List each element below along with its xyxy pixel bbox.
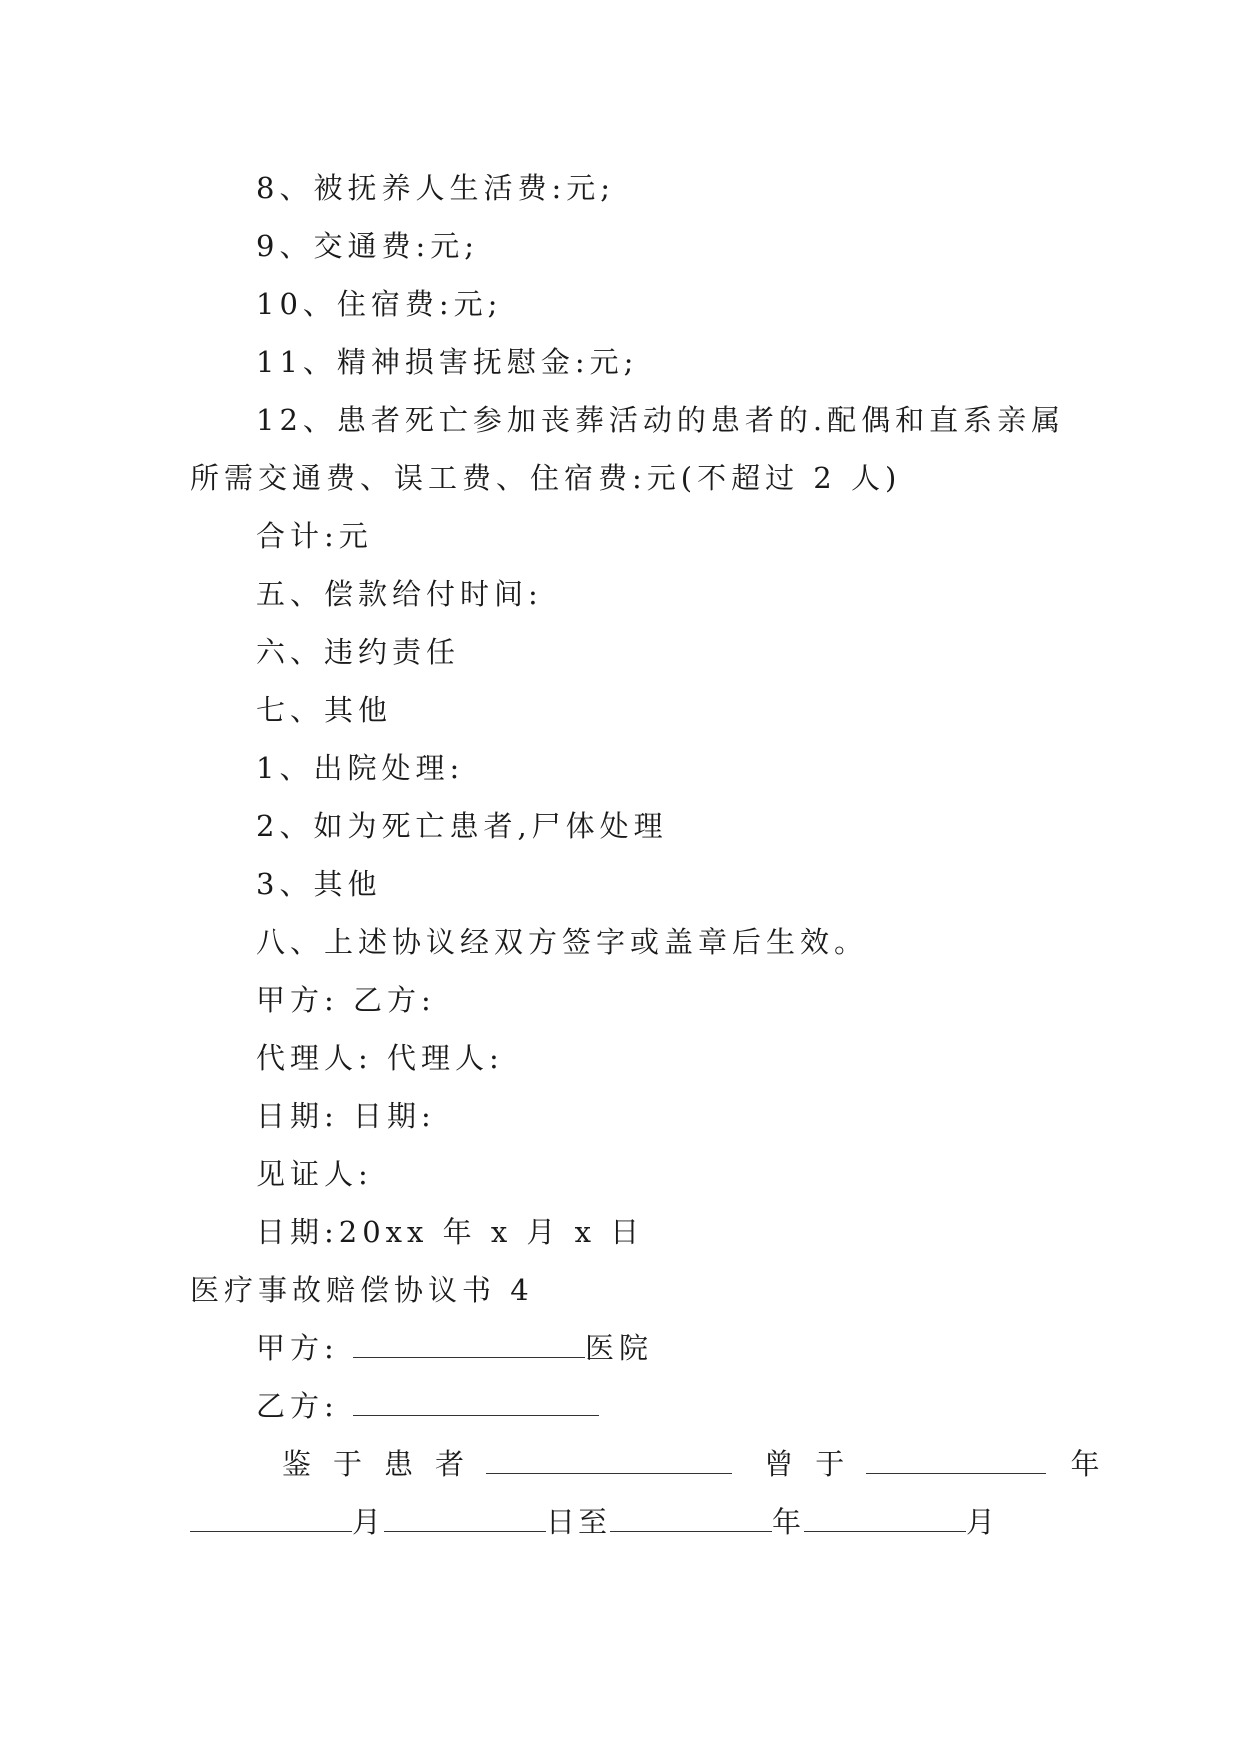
day-blank-1 — [384, 1505, 546, 1532]
item-9: 9、交通费:元; — [256, 229, 479, 263]
total-line: 合计:元 — [256, 519, 373, 553]
item-11: 11、精神损害抚慰金:元; — [256, 345, 639, 379]
party-a-blank — [353, 1331, 585, 1358]
item-12-line1: 12、患者死亡参加丧葬活动的患者的.配偶和直系亲属 — [256, 403, 1066, 437]
once-label: 曾于 — [764, 1447, 867, 1481]
sub-item-2: 2、如为死亡患者,尸体处理 — [256, 809, 668, 843]
parties-line: 甲方: 乙方: — [256, 983, 436, 1017]
item-8: 8、被抚养人生活费:元; — [256, 171, 615, 205]
whereas-label: 鉴于患者 — [282, 1447, 487, 1481]
party-a-label: 甲方: — [256, 1331, 339, 1365]
month-blank-1 — [190, 1505, 352, 1532]
whereas-line-2 — [190, 1502, 998, 1542]
agents-line: 代理人: 代理人: — [256, 1041, 504, 1075]
dates-line: 日期: 日期: — [256, 1099, 436, 1133]
party-b-label: 乙方: — [256, 1389, 339, 1423]
section-7: 七、其他 — [256, 693, 393, 727]
party-a-suffix: 医院 — [585, 1331, 654, 1365]
patient-name-blank — [486, 1447, 732, 1474]
sub-item-3: 3、其他 — [256, 867, 382, 901]
agreement-title-4: 医疗事故赔偿协议书 4 — [190, 1273, 534, 1307]
party-b-blank — [353, 1389, 599, 1416]
year-blank-2 — [610, 1505, 772, 1532]
item-10: 10、住宿费:元; — [256, 287, 503, 321]
sub-item-1: 1、出院处理: — [256, 751, 465, 785]
year-blank-1 — [866, 1447, 1046, 1474]
section-5: 五、偿款给付时间: — [256, 577, 543, 611]
witness-line: 见证人: — [256, 1157, 373, 1191]
party-a-line — [256, 1328, 653, 1368]
section-8: 八、上述协议经双方签字或盖章后生效。 — [256, 925, 869, 959]
day-to-label: 日至 — [546, 1505, 611, 1539]
month-label-2: 月 — [966, 1505, 999, 1539]
party-b-line — [256, 1386, 599, 1426]
year-label-2: 年 — [772, 1505, 805, 1539]
month-label-1: 月 — [352, 1505, 385, 1539]
item-12-line2: 所需交通费、误工费、住宿费:元(不超过 2 人) — [190, 461, 902, 495]
section-6: 六、违约责任 — [256, 635, 461, 669]
whereas-line-1 — [282, 1444, 1104, 1484]
year-label-1: 年 — [1070, 1447, 1105, 1481]
date-full-line: 日期:20xx 年 x 月 x 日 — [256, 1215, 645, 1249]
month-blank-2 — [804, 1505, 966, 1532]
